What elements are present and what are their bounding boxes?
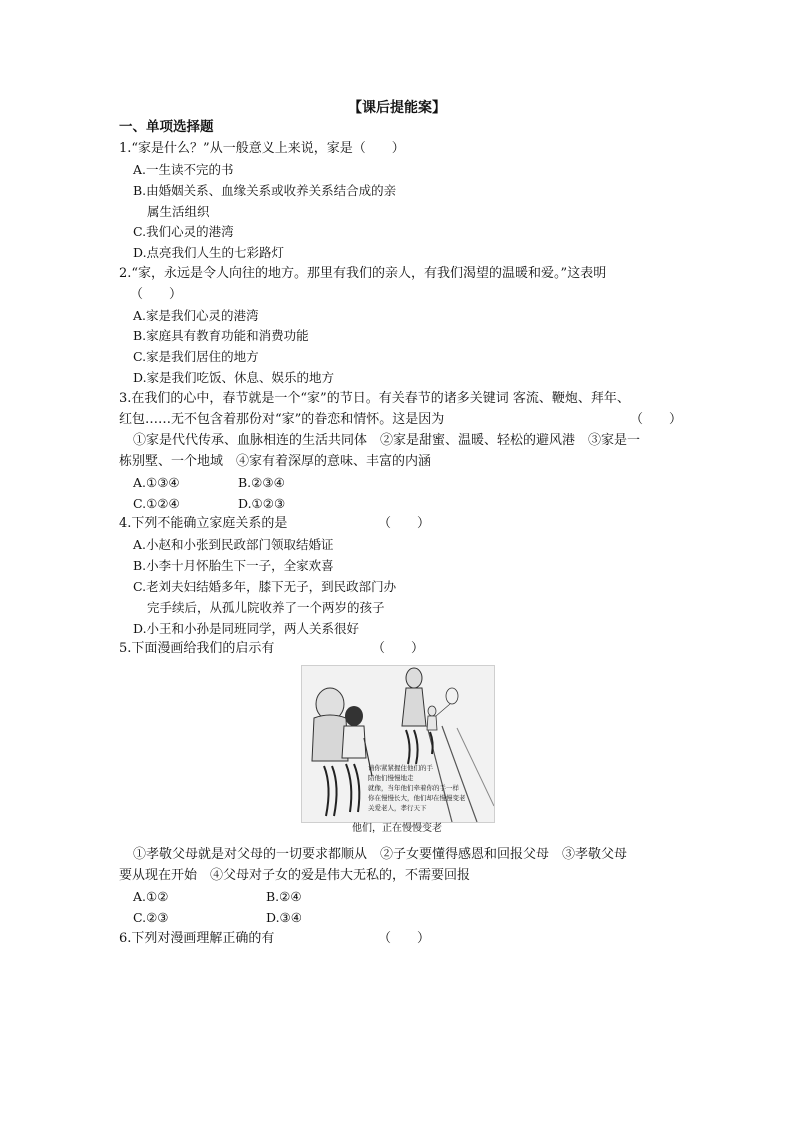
question-4-option-d: D.小王和小孙是同班同学，两人关系很好	[133, 621, 360, 636]
question-5-option-c: C.②③	[133, 910, 169, 925]
question-4-answer-paren: （ ）	[378, 516, 431, 531]
question-2-option-d: D.家是我们吃饭、休息、娱乐的地方	[133, 370, 335, 385]
question-5-statements-line-1: ①孝敬父母就是对父母的一切要求都顺从 ②子女要懂得感恩和回报父母 ③孝敬父母	[133, 847, 628, 862]
question-3-statements-line-2: 栋别墅、一个地域 ④家有着深厚的意味、丰富的内涵	[119, 454, 432, 469]
question-4-option-c: C.老刘夫妇结婚多年，膝下无子，到民政部门办	[133, 579, 397, 594]
comic-text-line-1: 请你紧紧握住他们的手	[368, 764, 433, 772]
question-3-answer-paren: （ ）	[630, 412, 683, 427]
question-5-stem: 5.下面漫画给我们的启示有	[119, 641, 275, 656]
question-1-stem: 1.“家是什么？”从一般意义上来说，家是（ ）	[119, 141, 405, 156]
question-3-option-d: D.①②③	[238, 496, 286, 511]
question-3-stem-line-1: 3.在我们的心中，春节就是一个“家”的节日。有关春节的诸多关键词 客流、鞭炮、拜年、	[119, 391, 630, 406]
question-5-option-d: D.③④	[266, 910, 302, 925]
comic-text-line-4: 你在慢慢长大，他们却在慢慢变老	[368, 794, 466, 802]
section-heading: 一、单项选择题	[119, 119, 214, 135]
question-4-stem: 4.下列不能确立家庭关系的是	[119, 516, 288, 531]
question-3-option-a: A.①③④	[133, 475, 180, 490]
question-3-statements-line-1: ①家是代代传承、血脉相连的生活共同体 ②家是甜蜜、温暖、轻松的避风港 ③家是一	[133, 433, 641, 448]
question-1-option-c: C.我们心灵的港湾	[133, 224, 234, 239]
question-2-option-c: C.家是我们居住的地方	[133, 349, 259, 364]
question-4-option-c-cont: 完手续后，从孤儿院收养了一个两岁的孩子	[147, 600, 385, 615]
question-4-option-a: A.小赵和小张到民政部门领取结婚证	[133, 537, 334, 552]
question-4-option-b: B.小李十月怀胎生下一子，全家欢喜	[133, 558, 334, 573]
question-3-option-b: B.②③④	[238, 475, 285, 490]
question-2-option-b: B.家庭具有教育功能和消费功能	[133, 328, 309, 343]
page-title: 【课后提能案】	[348, 100, 446, 116]
question-2-option-a: A.家是我们心灵的港湾	[133, 308, 259, 323]
question-3-option-c: C.①②④	[133, 496, 180, 511]
cartoon-illustration	[301, 665, 495, 823]
question-1-option-b: B.由婚姻关系、血缘关系或收养关系结合成的亲	[133, 183, 397, 198]
question-5-option-a: A.①②	[133, 889, 169, 904]
question-1-option-a: A.一生读不完的书	[133, 162, 234, 177]
question-5-option-b: B.②④	[266, 889, 302, 904]
comic-text-line-2: 陪他们慢慢地走	[368, 774, 414, 782]
question-5-answer-paren: （ ）	[372, 641, 425, 656]
question-6-stem: 6.下列对漫画理解正确的有	[119, 931, 275, 946]
question-1-option-b-cont: 属生活组织	[147, 204, 210, 219]
cartoon-drawing	[302, 666, 494, 822]
question-6-answer-paren: （ ）	[378, 931, 431, 946]
question-5-statements-line-2: 要从现在开始 ④父母对子女的爱是伟大无私的，不需要回报	[119, 868, 471, 883]
cartoon-caption: 他们，正在慢慢变老	[352, 823, 442, 834]
question-2-stem: 2.“家，永远是令人向往的地方。那里有我们的亲人，有我们渴望的温暖和爱。”这表明	[119, 266, 607, 281]
comic-text-line-3: 就像，当年他们牵着你的手一样	[368, 784, 459, 792]
question-3-stem-line-2: 红包……无不包含着那份对“家”的眷恋和情怀。这是因为	[119, 412, 445, 427]
question-2-answer-paren: （ ）	[130, 287, 183, 302]
question-1-option-d: D.点亮我们人生的七彩路灯	[133, 245, 285, 260]
comic-text-line-5: 关爱老人，孝行天下	[368, 804, 427, 812]
